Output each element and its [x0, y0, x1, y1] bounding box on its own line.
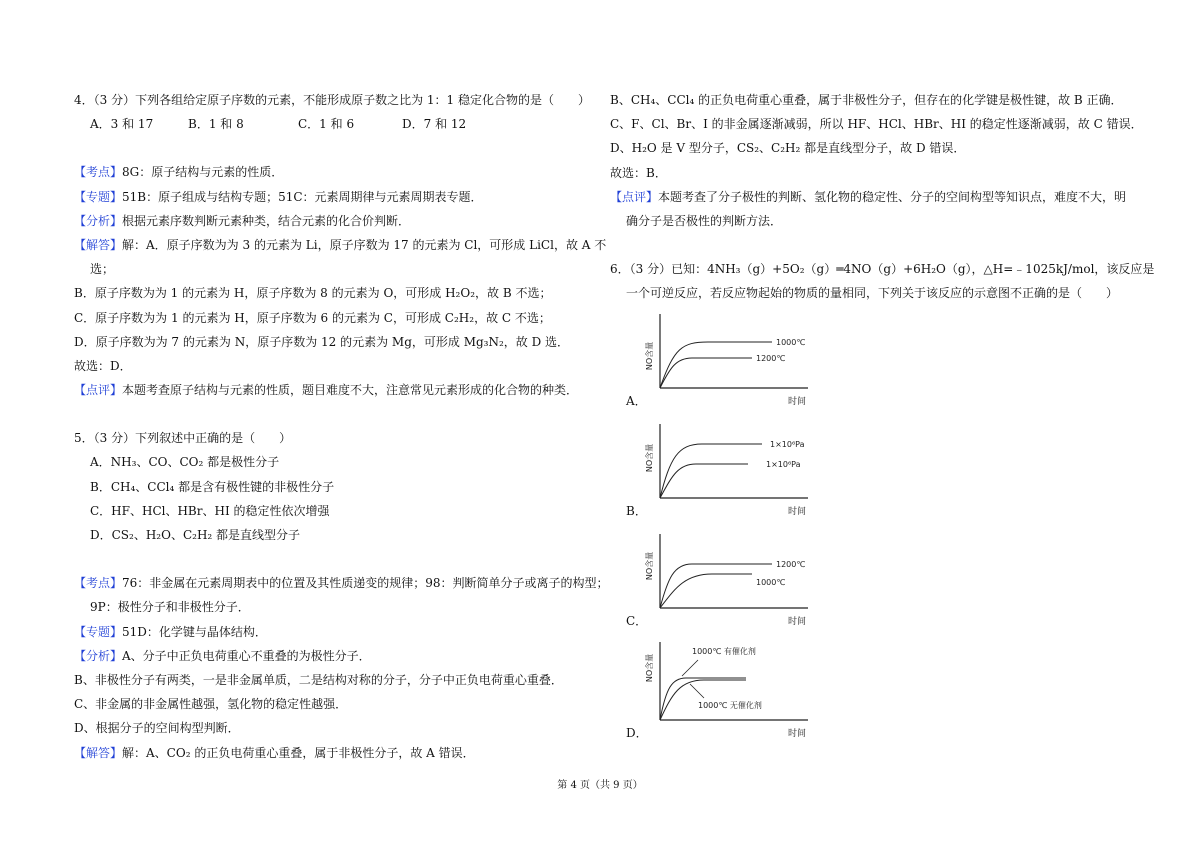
q4-answer: 故选：D． [74, 358, 132, 373]
kaodian-tag: 【考点】 [74, 576, 123, 591]
q5-dianping [610, 185, 1130, 209]
graph-c-letter: C． [626, 614, 648, 628]
graph-d-upper-label: 1000℃ 有催化剂 [692, 647, 756, 656]
left-column [74, 88, 609, 765]
q4-option-c: C．1 和 6 [298, 117, 355, 132]
graph-a-lower-label: 1200℃ [756, 354, 786, 363]
q4-dianping [74, 378, 594, 402]
jieda-text: 解：A．原子序数为为 3 的元素为 Li，原子序数为 17 的元素为 Cl，可形成 LiCl，故 A 不 [122, 237, 607, 252]
page-footer: 第 4 页（共 9 页） [557, 780, 643, 791]
graph-d [612, 638, 822, 748]
fenxi-tag: 【分析】 [74, 648, 123, 663]
q5-jieda-d: D、H₂O 是 V 型分子，CS₂、C₂H₂ 都是直线型分子，故 D 错误． [610, 141, 966, 156]
graph-b [612, 418, 822, 528]
q4-jieda-b: B．原子序数为为 1 的元素为 H，原子序数为 8 的元素为 O，可形成 H₂O₂，故 B 不选； [74, 286, 552, 301]
dianping-text: 本题考查了分子极性的判断、氢化物的稳定性、分子的空间构型等知识点，难度不大，明 [658, 189, 1127, 204]
q5-stem: 5．（3 分）下列叙述中正确的是（ ） [74, 431, 292, 446]
q4-jieda-d: D．原子序数为为 7 的元素为 N，原子序数为 12 的元素为 Mg，可形成 Mg₃N₂，故 D 选． [74, 334, 570, 349]
graph-a-ylabel: NO含量 [645, 341, 654, 371]
q6-stem: 6．（3 分）已知：4NH₃（g）+5O₂（g）═4NO（g）+6H₂O（g），△H=﹣1025kJ/mol，该反应是 [610, 262, 1155, 277]
q4-kaodian [74, 160, 594, 184]
zhuanti-text: 51B：原子组成与结构专题；51C：元素周期律与元素周期表专题． [122, 189, 483, 204]
q5-option-d: D．CS₂、H₂O、C₂H₂ 都是直线型分子 [90, 528, 301, 542]
graph-c-lower-label: 1000℃ [756, 578, 786, 587]
graph-c [612, 528, 822, 638]
graph-b-lower-label: 1×10⁶Pa [766, 460, 801, 469]
q5-fenxi-d: D、根据分子的空间构型判断． [74, 721, 240, 736]
jieda-tag: 【解答】 [74, 237, 123, 252]
q4-jieda-c: C．原子序数为为 1 的元素为 H，原子序数为 6 的元素为 C，可形成 C₂H₂，故 C 不选； [74, 310, 551, 325]
q5-jieda-c: C、F、Cl、Br、I 的非金属逐渐减弱，所以 HF、HCl、HBr、HI 的稳定性逐渐减弱，故 C 错误． [610, 117, 1143, 132]
graph-d-xlabel: 时间 [788, 729, 807, 739]
graph-c-ylabel: NO含量 [645, 551, 654, 581]
dianping-text: 本题考查原子结构与元素的性质，题目难度不大，注意常见元素形成的化合物的种类． [122, 383, 579, 398]
kaodian-text: 8G：原子结构与元素的性质． [122, 165, 284, 180]
kaodian-tag: 【考点】 [74, 165, 123, 180]
q5-kaodian [74, 571, 609, 595]
q4-stem: 4．（3 分）下列各组给定原子序数的元素，不能形成原子数之比为 1：1 稳定化合物的是（ ） [74, 93, 590, 107]
q5-option-b: B．CH₄、CCl₄ 都是含有极性键的非极性分子 [90, 479, 335, 494]
graph-a-xlabel: 时间 [788, 397, 807, 407]
jieda-tag: 【解答】 [74, 745, 123, 760]
q4-zhuanti [74, 185, 594, 209]
kaodian-text: 76：非金属在元素周期表中的位置及其性质递变的规律；98：判断简单分子或离子的构型； [122, 576, 609, 591]
q5-answer: 故选：B． [610, 165, 667, 180]
zhuanti-tag: 【专题】 [74, 189, 123, 204]
zhuanti-tag: 【专题】 [74, 624, 123, 639]
q5-fenxi-c: C、非金属的非金属性越强，氢化物的稳定性越强． [74, 697, 348, 712]
graph-b-upper-label: 1×10⁶Pa [770, 440, 805, 449]
q5-option-a: A．NH₃、CO、CO₂ 都是极性分子 [90, 455, 280, 470]
graph-b-ylabel: NO含量 [645, 443, 654, 473]
graph-c-upper-label: 1200℃ [776, 560, 806, 569]
q5-option-c: C．HF、HCl、HBr、HI 的稳定性依次增强 [90, 503, 330, 518]
q4-jieda [74, 233, 607, 257]
fenxi-tag: 【分析】 [74, 213, 123, 228]
q4-jieda-cont: 选； [90, 262, 115, 277]
q5-zhuanti [74, 620, 594, 644]
graph-a [612, 308, 822, 418]
graph-d-ylabel: NO含量 [645, 653, 654, 683]
graph-c-xlabel: 时间 [788, 617, 807, 627]
graph-d-lower-label: 1000℃ 无催化剂 [698, 701, 762, 710]
jieda-text: 解：A、CO₂ 的正负电荷重心重叠，属于非极性分子，故 A 错误． [122, 745, 475, 760]
q4-options [74, 112, 594, 136]
q5-jieda-b: B、CH₄、CCl₄ 的正负电荷重心重叠，属于非极性分子，但存在的化学键是极性键，故 B 正确． [610, 93, 1123, 107]
fenxi-text: A、分子中正负电荷重心不重叠的为极性分子． [122, 648, 371, 663]
fenxi-text: 根据元素序数判断元素种类，结合元素的化合价判断． [122, 213, 411, 228]
q5-fenxi-b: B、非极性分子有两类，一是非金属单质，二是结构对称的分子，分子中正负电荷重心重叠． [74, 672, 563, 687]
dianping-tag: 【点评】 [74, 383, 123, 398]
q5-dianping-cont: 确分子是否极性的判断方法． [626, 213, 783, 228]
graph-a-upper-label: 1000℃ [776, 338, 806, 347]
q5-jieda [74, 741, 594, 765]
graph-a-letter: A． [626, 394, 647, 408]
q4-option-d: D．7 和 12 [402, 117, 467, 132]
graph-b-letter: B． [626, 504, 647, 518]
q4-option-a: A．3 和 17 [90, 117, 154, 132]
q5-kaodian-cont: 9P：极性分子和非极性分子． [90, 600, 250, 615]
right-column [610, 88, 1155, 306]
dianping-tag: 【点评】 [610, 189, 659, 204]
q4-option-b: B．1 和 8 [188, 117, 244, 132]
q5-fenxi [74, 644, 594, 668]
graph-d-letter: D． [626, 726, 648, 740]
graph-b-xlabel: 时间 [788, 507, 807, 517]
zhuanti-text: 51D：化学键与晶体结构． [122, 624, 267, 639]
q6-stem-cont: 一个可逆反应，若反应物起始的物质的量相同，下列关于该反应的示意图不正确的是（ ） [626, 286, 1119, 301]
q4-fenxi [74, 209, 594, 233]
